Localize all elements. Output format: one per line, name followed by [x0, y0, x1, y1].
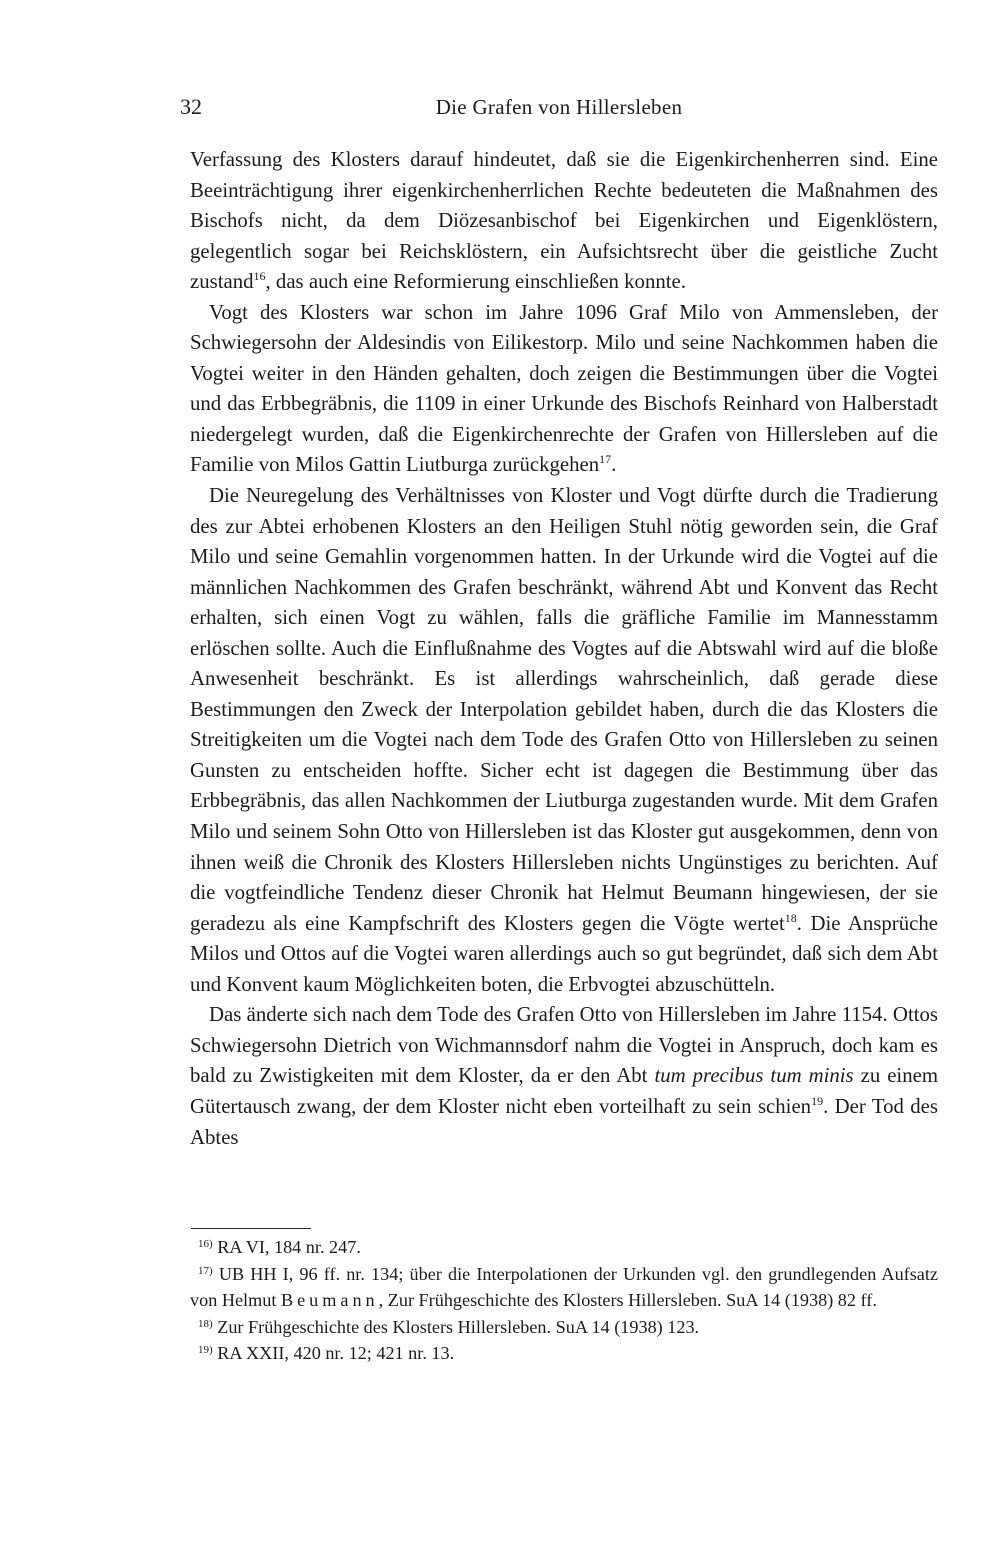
paragraph-4-text-c: . Der Tod des Abtes	[190, 1094, 938, 1149]
footnote-ref-18: 18	[784, 910, 797, 925]
footnotes	[190, 1234, 938, 1367]
footnote-text: UB HH I, 96 ff. nr. 134; über die Interpolationen der Urkunden vgl. den grundlegenden Aufsatz von Helmut	[190, 1263, 938, 1310]
paragraph-1	[190, 145, 938, 298]
running-head	[180, 92, 938, 126]
footnote-17	[190, 1261, 938, 1314]
footnote-number: 17)	[198, 1264, 213, 1277]
paragraph-3-text-a: Die Neuregelung des Verhältnisses von Kloster und Vogt dürfte durch die Tradierung des zur Abtei erhobenen Klosters an den Heiligen Stuhl nötig geworden sein, die Graf Milo und seine Gemahlin vorgenommen hatten. In der Urkunde wird die Vogtei auf die männlichen Nachkommen des Grafen beschränkt, während Abt und Konvent das Recht erhalten, sich einen Vogt zu wählen, falls die gräfliche Familie im Mannesstamm erlöschen sollte. Auch die Einflußnahme des Vogtes auf die Abtswahl wird auf die bloße Anwesenheit beschränkt. Es ist allerdings wahrscheinlich, daß gerade diese Bestimmungen den Zweck der Interpolation gebildet haben, durch die das Klosters die Streitigkeiten um die Vogtei nach dem Tode des Grafen Otto von Hillersleben zu seinen Gunsten zu entscheiden hoffte. Sicher echt ist dagegen die Bestimmung über das Erbbegräbnis, das allen Nachkommen der Liutburga zugestanden wurde. Mit dem Grafen Milo und seinem Sohn Otto von Hillersleben ist das Kloster gut ausgekommen, denn von ihnen weiß die Chronik des Klosters Hillersleben nichts Ungünstiges zu berichten. Auf die vogtfeindliche Tendenz dieser Chronik hat Helmut Beumann hingewiesen, der sie geradezu als eine Kampfschrift des Klosters gegen die Vögte wertet	[190, 484, 938, 935]
paragraph-1-text-a: Verfassung des Klosters darauf hindeutet, daß sie die Eigenkirchenherren sind. Eine Beeinträchtigung ihrer eigenkirchenherrlichen Rechte bedeuteten die Maßnahmen des Bischofs nicht, da dem Diözesanbischof bei Eigenkirchen und Eigenklöstern, gelegentlich sogar bei Reichsklöstern, ein Aufsichtsrecht über die geistliche Zucht zustand	[190, 148, 938, 294]
author-name-spaced: Beumann	[280, 1290, 379, 1310]
footnote-text: RA XXII, 420 nr. 12; 421 nr. 13.	[212, 1343, 455, 1363]
footnote-number: 16)	[198, 1237, 213, 1250]
footnote-text: Zur Frühgeschichte des Klosters Hillersleben. SuA 14 (1938) 123.	[212, 1316, 700, 1337]
footnote-18	[190, 1314, 938, 1341]
paragraph-3-text-b: . Die Ansprüche Milos und Ottos auf die Vogtei waren allerdings auch so gut begründet, daß sich dem Abt und Konvent kaum Möglichkeiten boten, die Erbvogtei abzuschütteln.	[190, 911, 938, 996]
paragraph-3	[190, 481, 938, 1000]
footnote-16	[190, 1234, 938, 1261]
footnote-number: 19)	[198, 1343, 213, 1356]
footnote-text-continued: , Zur Frühgeschichte des Klosters Hillersleben. SuA 14 (1938) 82 ff.	[378, 1290, 877, 1310]
footnote-19	[190, 1340, 938, 1367]
footnote-number: 18)	[198, 1317, 213, 1330]
running-title: Die Grafen von Hillersleben	[435, 95, 683, 119]
paragraph-2	[190, 298, 938, 481]
paragraph-2-text-a: Vogt des Klosters war schon im Jahre 1096 Graf Milo von Ammensleben, der Schwiegersohn der Aldesindis von Eilikestorp. Milo und seine Nachkommen haben die Vogtei weiter in den Händen gehalten, doch zeigen die Bestimmungen über die Vogtei und das Erbbegräbnis, die 1109 in einer Urkunde des Bischofs Reinhard von Halberstadt niedergelegt wurden, daß die Eigenkirchenrechte der Grafen von Hillersleben auf die Familie von Milos Gattin Liutburga zurückgehen	[190, 300, 938, 477]
footnote-ref-19: 19	[811, 1094, 824, 1109]
paragraph-4-text-a: Das änderte sich nach dem Tode des Grafen Otto von Hillersleben im Jahre 1154. Ottos Schwiegersohn Dietrich von Wichmannsdorf nahm die Vogtei in Anspruch, doch kam es bald zu Zwistigkeiten mit dem Kloster, da er den Abt	[190, 1003, 938, 1088]
footnote-ref-17: 17	[599, 452, 612, 467]
body-text	[190, 145, 938, 1153]
paragraph-2-text-b: .	[611, 453, 617, 477]
paragraph-4-text-b: zu einem Gütertausch zwang, der dem Kloster nicht eben vorteilhaft zu sein schien	[190, 1064, 939, 1118]
paragraph-4	[190, 1000, 938, 1153]
latin-phrase: tum precibus tum minis	[654, 1064, 854, 1088]
page-number: 32	[180, 94, 202, 119]
footnote-text: RA VI, 184 nr. 247.	[212, 1237, 361, 1257]
footnote-ref-16: 16	[253, 269, 266, 284]
footnote-divider	[191, 1228, 311, 1229]
paragraph-1-text-b: , das auch eine Reformierung einschließen konnte.	[265, 270, 686, 294]
